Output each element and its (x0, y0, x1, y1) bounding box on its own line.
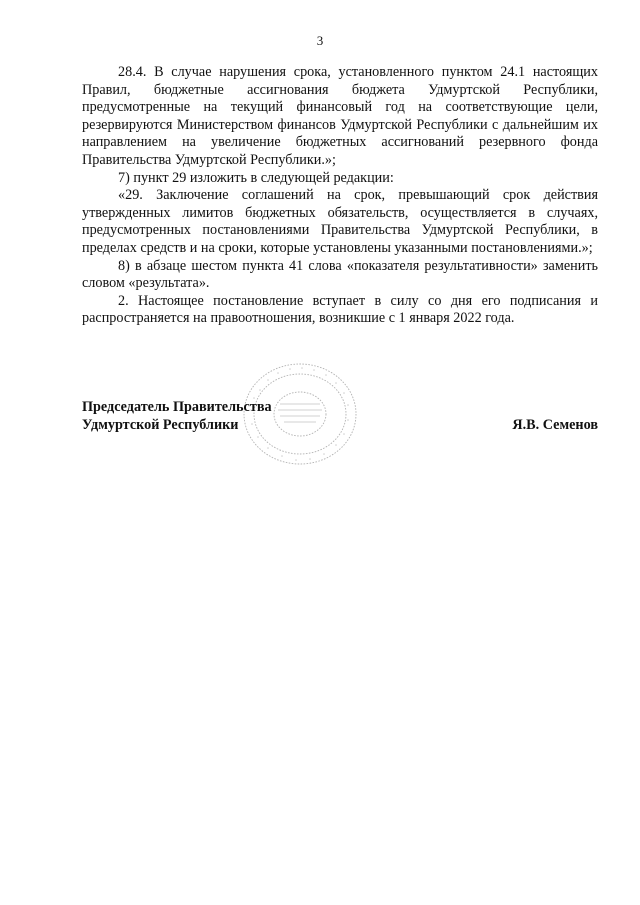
paragraph-28-4: 28.4. В случае нарушения срока, установленного пунктом 24.1 настоящих Правил, бюджетные ассигнования бюджета Удмуртской Республики, предусмотренные на текущий финансовый год на соответствующие цели, резервируются Министерством финансов Удмуртской Республики с дальнейшим их направлением на увеличение бюджетных ассигнований резервного фонда Правительства Удмуртской Республики.»; (82, 64, 598, 168)
document-body (82, 64, 598, 328)
signatory-position (82, 398, 272, 434)
paragraph-effective-date: 2. Настоящее постановление вступает в силу со дня его подписания и распространяется на правоотношения, возникшие с 1 января 2022 года. (82, 292, 598, 327)
signatory-position-line2: Удмуртской Республики (82, 417, 239, 433)
signatory-position-line1: Председатель Правительства (82, 399, 272, 415)
signature-block (82, 398, 598, 438)
paragraph-item-7: 7) пункт 29 изложить в следующей редакции: (118, 169, 394, 186)
signatory-name: Я.В. Семенов (512, 417, 598, 433)
paragraph-item-8: 8) в абзаце шестом пункта 41 слова «показателя результативности» заменить словом «результата». (82, 257, 598, 292)
page-number: 3 (316, 33, 324, 48)
paragraph-29: «29. Заключение соглашений на срок, превышающий срок действия утвержденных лимитов бюджетных обязательств, осуществляется в случаях, предусмотренных постановлениями Правительства Удмуртской Республики, в пределах средств и на сроки, которые установлены указанными постановлениями.»; (82, 187, 598, 256)
